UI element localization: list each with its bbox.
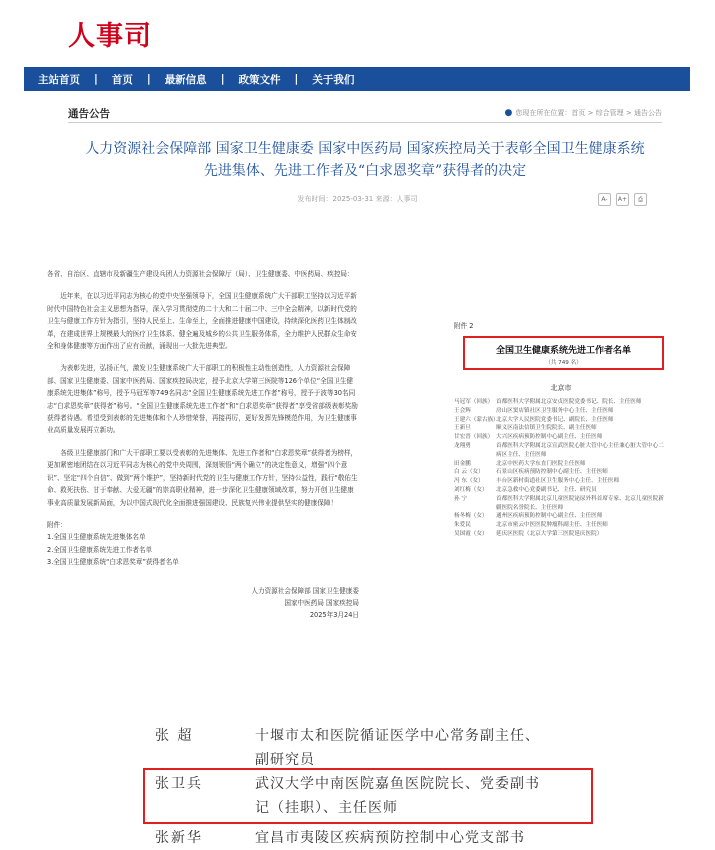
awardee-desc: 延庆区医院（北京大学第三医院延庆医院） (496, 530, 603, 537)
nav-separator: | (220, 73, 225, 85)
awardee-desc: 石景山区疾病预防控制中心副主任、主任医师 (496, 469, 608, 476)
breadcrumb (505, 108, 663, 118)
zoom-desc-line2: 副研究员 (255, 752, 315, 768)
list-item (454, 512, 668, 521)
list-item (454, 495, 668, 513)
zoom-desc-line1: 武汉大学中南医院嘉鱼医院院长、党委副书 (255, 776, 540, 792)
article-meta: 发布时间：2025-03-31 来源：人事司 (297, 195, 418, 203)
zoom-desc (255, 724, 585, 772)
paragraph-2: 为表彰先进，弘扬正气，激发卫生健康系统广大干部职工的积极性主动性创造性，人力资源社会保障部、国家卫生健康委、国家中医药局、国家疾控局决定，授予北京大学第三医院等126个单位“全国卫生健康系统先进集体”称号，授予马冠军等749名同志“全国卫生健康系统先进工作者”称号，授予于波等30名同志“白求恩奖章”获得者”称号。“全国卫生健康系统先进工作者”和“白求恩奖章”获得者”享受省部级表彰奖励获得者待遇。希望受到表彰的先进集体和个人珍惜荣誉，再接再厉，更好发挥先锋模范作用，为卫生健康事业高质量发展再立新功。 (47, 364, 358, 435)
awardee-name: 甘宏晋（回族） (454, 434, 494, 441)
article-tools (598, 193, 647, 206)
zoom-name: 张卫兵 (155, 776, 203, 792)
signer-line1: 人力资源社会保障部 国家卫生健康委 (251, 586, 359, 595)
list-item (454, 424, 668, 433)
font-decrease-button[interactable]: A- (598, 193, 611, 206)
awardee-desc: 北京大学人民医院党委书记、副院长、主任医师 (496, 416, 614, 423)
awardee-name: 王建六（蒙古族） (454, 416, 499, 423)
list-item (454, 486, 668, 495)
section-title: 通告公告 (68, 107, 110, 120)
annex-label: 附件 2 (454, 322, 474, 330)
awardee-name: 孙 宁 (454, 495, 467, 502)
list-item (454, 477, 668, 486)
list-item (454, 416, 668, 425)
annex-title: 全国卫生健康系统先进工作者名单 (495, 346, 631, 356)
awardee-desc: 丰台区新村街道社区卫生服务中心主任、主任医师 (496, 478, 620, 485)
font-increase-button[interactable]: A+ (616, 193, 629, 206)
awardee-desc: 首都医科大学附属北京宣武医院心脏大管中心主任兼心脏大管中心二病区主任、主任医师 (496, 442, 664, 458)
list-item (454, 442, 668, 460)
awardee-name: 白 云（女） (454, 469, 484, 476)
nav-about[interactable]: 关于我们 (312, 73, 355, 86)
nav-separator: | (294, 73, 299, 85)
awardee-name: 田金鹏 (454, 460, 471, 467)
list-item (454, 468, 668, 477)
nav-main-home[interactable]: 主站首页 (38, 73, 80, 86)
zoom-row (155, 826, 585, 850)
awardee-name: 吴国霞（女） (454, 530, 488, 537)
awardee-desc: 北京急救中心党委副书记、主任、研究员 (496, 486, 597, 493)
list-item (454, 407, 668, 416)
list-item (454, 530, 668, 539)
zoom-desc-line1: 宜昌市夷陵区疾病预防控制中心党支部书 (255, 830, 525, 846)
awardee-name: 冯 东（女） (454, 478, 484, 485)
sign-date: 2025年3月24日 (309, 611, 359, 620)
awardee-name: 王新旦 (454, 425, 471, 432)
awardee-name: 马冠军（回族） (454, 399, 494, 405)
awardee-desc: 大兴区疾病预防控制中心副主任、主任医师 (496, 434, 603, 441)
attachment-link[interactable]: 2.全国卫生健康系统先进工作者名单 (47, 545, 153, 554)
location-pin-icon: ● (504, 108, 513, 118)
awardee-list (454, 398, 668, 539)
paragraph-1: 近年来，在以习近平同志为核心的党中央坚强领导下，全国卫生健康系统广大干部职工坚持以习近平新时代中国特色社会主义思想为指导，深入学习贯彻党的二十大和二十届二中、三中全会精神，以新时代党的卫生与健康工作方针为指引，坚持人民至上、生命至上，全面推进健康中国建设，持续深化医药卫生体制改革，在建成世界上规模最大的医疗卫生体系、健全遍及城乡的公共卫生服务体系，全力维护人民群众生命安全和身体健康等方面作出了应有贡献，涌现出一大批先进典型。 (47, 292, 357, 351)
zoom-name: 张新华 (155, 830, 203, 846)
nav-latest[interactable]: 最新信息 (164, 73, 207, 86)
awardee-desc: 北京市密云中医医院肿瘤科副主任、主任医师 (496, 522, 608, 529)
article-title (70, 138, 660, 182)
article-body (47, 268, 359, 622)
awardee-desc: 房山区窦店镇社区卫生服务中心主任、主任医师 (496, 407, 614, 414)
signature-block (47, 585, 359, 622)
zoom-desc (255, 826, 585, 850)
attachment-link[interactable]: 3.全国卫生健康系统“白求恩奖章”获得者名单 (47, 558, 179, 567)
annex-region: 北京市 (550, 384, 572, 392)
nav-policy[interactable]: 政策文件 (238, 73, 281, 86)
signer-line2: 国家中医药局 国家疾控局 (284, 598, 359, 607)
name-highlight-box (143, 768, 593, 824)
zoom-name: 张 超 (155, 728, 194, 744)
awardee-name: 杨冬梅（女） (454, 513, 488, 520)
awardee-desc: 顺义区南法信镇卫生院院长、副主任医师 (496, 425, 597, 432)
attachments (47, 519, 359, 569)
main-nav (24, 67, 690, 91)
section-header (68, 104, 662, 123)
list-item (454, 460, 668, 469)
nav-home[interactable]: 首页 (111, 73, 133, 86)
paragraph-3: 各级卫生健康部门和广大干部职工要以受表彰的先进集体、先进工作者和“白求恩奖章”获得者为榜样，更加紧密地团结在以习近平同志为核心的党中央周围，深刻领悟“两个确立”的决定性意义，增强“四个意识”、坚定“四个自信”、做到“两个维护”，坚持新时代党的卫生与健康工作方针，坚持公益性，践行“敬佑生命、救死扶伤、甘于奉献、大爱无疆”的崇高职业精神，进一步深化卫生健康领域改革，努力开创卫生健康事业高质量发展新局面，为以中国式现代化全面推进强国建设、民族复兴伟业提供坚实的健康保障！ (47, 448, 358, 507)
print-icon[interactable]: ⎙ (634, 193, 647, 206)
awardee-name: 刘红梅（女） (454, 486, 488, 493)
site-logo[interactable]: 人事司 (68, 21, 152, 52)
zoom-desc-line1: 十堰市太和医院循证医学中心常务副主任、 (255, 728, 540, 744)
awardee-desc: 首都医科大学附属北京安贞医院党委书记、院长、主任医师 (496, 399, 642, 405)
article-title-line2: 先进集体、先进工作者及“白求恩奖章”获得者的决定 (203, 163, 527, 179)
attachments-label: 附件： (47, 520, 67, 529)
awardee-desc: 通州区疾病预防控制中心副主任、主任医师 (496, 513, 603, 520)
addressee: 各省、自治区、直辖市及新疆生产建设兵团人力资源社会保障厅（局）、卫生健康委、中医药局、疾控局： (47, 270, 354, 278)
annex-title-highlight (463, 336, 664, 370)
nav-separator: | (94, 73, 98, 85)
list-item (454, 433, 668, 442)
awardee-desc: 北京中医药大学东直门医院主任医师 (496, 460, 586, 467)
awardee-name: 王会辉 (454, 407, 471, 414)
list-item (454, 398, 668, 407)
awardee-desc: 首都医科大学附属北京儿童医院泌尿外科首席专家、北京儿童医院新疆医院名誉院长、主任医师 (496, 495, 664, 511)
awardee-name: 朱爱民 (454, 522, 471, 529)
annex-count: （共 749 名） (545, 360, 582, 366)
awardee-name: 龙翔勇 (454, 442, 471, 449)
zoom-row (155, 724, 585, 772)
breadcrumb-text[interactable]: 您现在所在位置：首页 > 综合管理 > 通告公告 (515, 109, 662, 117)
attachment-link[interactable]: 1.全国卫生健康系统先进集体名单 (47, 533, 146, 542)
article-title-line1: 人力资源社会保障部 国家卫生健康委 国家中医药局 国家疾控局关于表彰全国卫生健康系统 (85, 141, 645, 157)
nav-separator: | (146, 73, 151, 85)
list-item (454, 521, 668, 530)
zoom-desc-line2: 记（挂职）、主任医师 (255, 800, 398, 816)
